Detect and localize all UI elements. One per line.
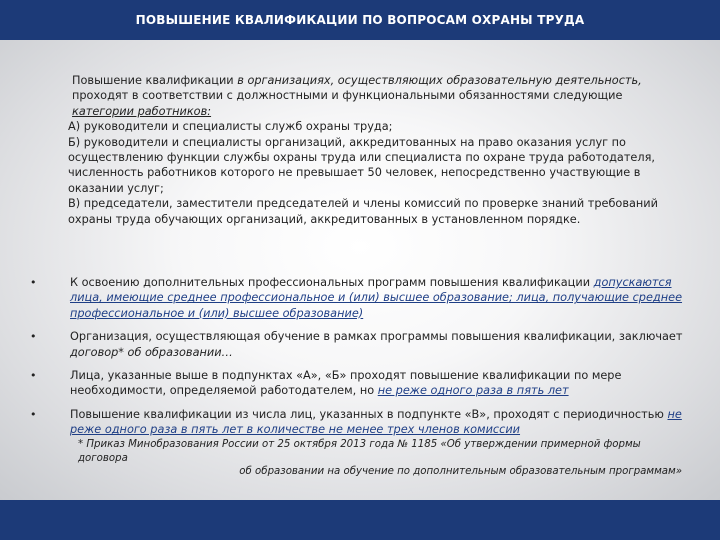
bullet-1-text: К освоению дополнительных профессиональных программ повышения квалификации [70, 276, 594, 289]
item-b: Б) руководители и специалисты организаций, аккредитованных на право оказания услуг по осуществлению функции службы охраны труда или специалиста по охране труда работодателя, численность работников которого не превышает 50 человек, непосредственно участвующие в оказании услуг; [68, 135, 655, 195]
footnote-line-1: * Приказ Минобразования России от 25 октября 2013 года № 1185 «Об утверждении примерной формы договора [78, 439, 641, 464]
footer-bar [0, 500, 720, 540]
intro-italic-text: в организациях, осуществляющих образовательную деятельность, [237, 74, 642, 87]
bullet-4-link[interactable]: не реже одного раза в пять лет в количестве не менее трех членов комиссии [70, 407, 682, 437]
footnote-line-2: об образовании на обучение по дополнительным образовательным программам» [239, 466, 682, 477]
bullet-item [30, 407, 690, 438]
intro-paragraph [68, 73, 688, 119]
bullet-3-text: Лица, указанные выше в подпунктах «А», «Б» проходят повышение квалификации по мере необходимости, определяемой работодателем, но [70, 369, 622, 398]
footnote [60, 438, 682, 479]
item-a: А) руководители и специалисты служб охраны труда; [68, 120, 393, 134]
item-c: В) председатели, заместители председателей и члены комиссий по проверке знаний требований охраны труда обучающих организаций, аккредитованных в установленном порядке. [68, 197, 658, 226]
content-area [0, 40, 720, 500]
bullet-2-text: Организация, осуществляющая обучение в рамках программы повышения квалификации, заключает [70, 330, 683, 344]
bullet-item [30, 368, 690, 399]
intro-text: Повышение квалификации [72, 74, 238, 87]
intro-block [68, 73, 688, 227]
intro-line-2: проходят в соответствии с должностными и функциональными обязанностями следующие [72, 89, 623, 103]
bullet-marker: • [30, 369, 37, 383]
bullet-2-italic: договор* об образовании… [70, 345, 233, 359]
bullet-marker: • [30, 407, 37, 421]
slide-title: ПОВЫШЕНИЕ КВАЛИФИКАЦИИ ПО ВОПРОСАМ ОХРАНЫ ТРУДА [0, 0, 720, 40]
bullet-1-link[interactable]: допускаются лица, имеющие среднее профессиональное и (или) высшее образование; лица, получающие среднее профессиональное и (или) высшее образование) [70, 276, 683, 320]
bullet-marker: • [30, 330, 37, 344]
bullet-3-link[interactable]: не реже одного раза в пять лет [377, 384, 569, 398]
worker-categories-text: категории работников: [72, 104, 212, 118]
bullet-marker: • [30, 276, 37, 289]
bullet-4-text: Повышение квалификации из числа лиц, указанных в подпункте «В», проходят с периодичностью [70, 407, 668, 421]
bullet-item [30, 275, 690, 321]
bullet-list [30, 275, 690, 446]
bullet-item [30, 329, 690, 360]
